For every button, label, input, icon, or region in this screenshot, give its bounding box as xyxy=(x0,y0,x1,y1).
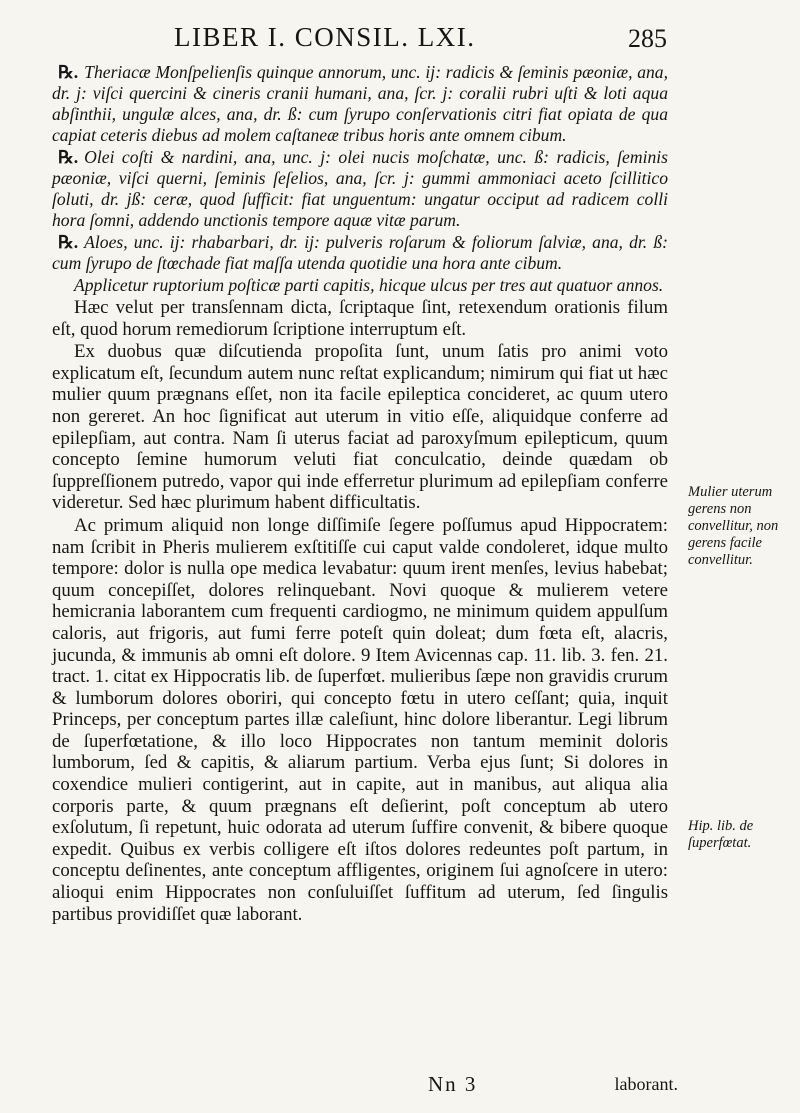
running-title: LIBER I. CONSIL. LXI. xyxy=(174,22,476,52)
recipe-symbol: ℞. xyxy=(58,62,79,82)
margin-note: Hip. lib. de ſuperfœtat. xyxy=(688,818,754,851)
catchword: laborant. xyxy=(614,1074,678,1094)
page-header xyxy=(52,22,667,56)
recipe-text: Theriacæ Monſpelienſis quinque annorum, unc. ij: radicis & ſeminis pæoniæ, ana, dr. j: viſci quercini & cineris cranii humani, ana, ſcr. j: coralii rubri uſti & loti aqua abſinthii, ungulæ alces, ana, dr. ß: cum ſyrupo conſervationis citri fiat opiata de qua capiat ceteris diebus ad molem caſtaneæ tribus horis ante omnem cibum. xyxy=(52,62,668,145)
body-paragraph: Hæc velut per transſennam dicta, ſcriptaque ſint, retexendum orationis filum eſt, quod horum remediorum ſcriptione interruptum eſt. xyxy=(52,297,668,340)
margin-note: Mulier uterum gerens non convellitur, non gerens facile convellitur. xyxy=(688,484,779,568)
page-footer xyxy=(52,1072,682,1102)
body-paragraph: Ex duobus quæ diſcutienda propoſita ſunt, unum ſatis pro animi voto explicatum eſt, ſecundum autem nunc reſtat explicandum; nimirum qui fiat ut hæc mulier quum prægnans eſſet, non ita facile epileptica concideret, ac quum utero non gereret. An hoc ſignificat aut uterum in vitio eſſe, aliquidque conferre ad epilepſiam, aut contra. Nam ſi uterus faciat ad paroxyſmum epilepticum, quum concepto ſemine humorum veluti fiat conculcatio, deinde quædam ob ſuppreſſionem putredo, vapor qui inde efferretur plurimum ad epilepſiam conferre videretur. Sed hæc plurimum habent difficultatis. xyxy=(52,341,668,514)
recipe-paragraph xyxy=(52,147,668,231)
signature-mark: Nn 3 xyxy=(428,1072,478,1096)
body-paragraph: Ac primum aliquid non longe diſſimiſe ſegere poſſumus apud Hippocratem: nam ſcribit in Pheris mulierem exſtitiſſe cui caput valde condoleret, idque multo tempore: dolor is nulla ope medica levabatur: quum irent menſes, levius habebat; quum concepiſſet, dolores relinquebant. Novi quoque & mulierem vetere hemicrania laborantem cum frequenti cardiogmo, ne minimum quidem appulſum caloris, aut frigoris, aut fumi ferre poteſt quin doleat; dum fœta eſt, alacris, jucunda, & immunis ab omni eſt dolore. 9 Item Avicennas cap. 11. lib. 3. fen. 21. tract. 1. citat ex Hippocratis lib. de ſuperfœt. mulieribus ſæpe non gravidis crurum & lumborum dolores oboriri, qui concepto fœtu in utero ceſſant; quia, inquit Princeps, per conceptum partes illæ caleſiunt, hinc dolore liberantur. Legi librum de ſuperfœtatione, & illo loco Hippocrates non tantum meminit doloris lumborum, ſed & capitis, & aliarum partium. Verba ejus ſunt; Si dolores in coxendice mulieri contigerint, aut in capite, aut in manibus, aut aliqua alia corporis parte, & quum prægnans eſt deſierint, poſt conceptum ab utero exſolutum, ſi repetunt, huic odorata ad uterum ſuffire convenit, & bibere quoque expedit. Quibus ex verbis colligere eſt iſtos dolores redeuntes poſt partum, in conceptu deſinentes, ante conceptum affligentes, originem ſui agnoſcere in utero: alioqui enim Hippocrates non conſuluiſſet ſuffitum ad uterum, ſed ſingulis partibus providiſſet quæ laborant. xyxy=(52,514,668,925)
recipe-text: Aloes, unc. ij: rhabarbari, dr. ij: pulveris roſarum & foliorum ſalviæ, ana, dr. ß: cum ſyrupo de ſtœchade fiat maſſa utenda quotidie una hora ante cibum. xyxy=(52,232,668,273)
recipe-text: Olei coſti & nardini, ana, unc. j: olei nucis moſchatæ, unc. ß: radicis, ſeminis pæoniæ, viſci querni, ſeminis ſeſelios, ana, ſcr. j: gummi ammoniaci aceto ſcillitico ſoluti, dr. jß: ceræ, quod ſufficit: fiat unguentum: ungatur occiput ad radicem colli hora ſomni, addendo unctionis tempore aquæ vitæ parum. xyxy=(52,147,668,230)
recipe-paragraph xyxy=(52,62,668,146)
page-number: 285 xyxy=(628,24,667,53)
recipe-symbol: ℞. xyxy=(58,232,79,252)
instruction-paragraph: Applicetur ruptorium poſticæ parti capitis, hicque ulcus per tres aut quatuor annos. xyxy=(74,275,664,295)
main-text xyxy=(52,62,668,926)
recipe-symbol: ℞. xyxy=(58,147,79,167)
recipe-paragraph xyxy=(52,232,668,274)
